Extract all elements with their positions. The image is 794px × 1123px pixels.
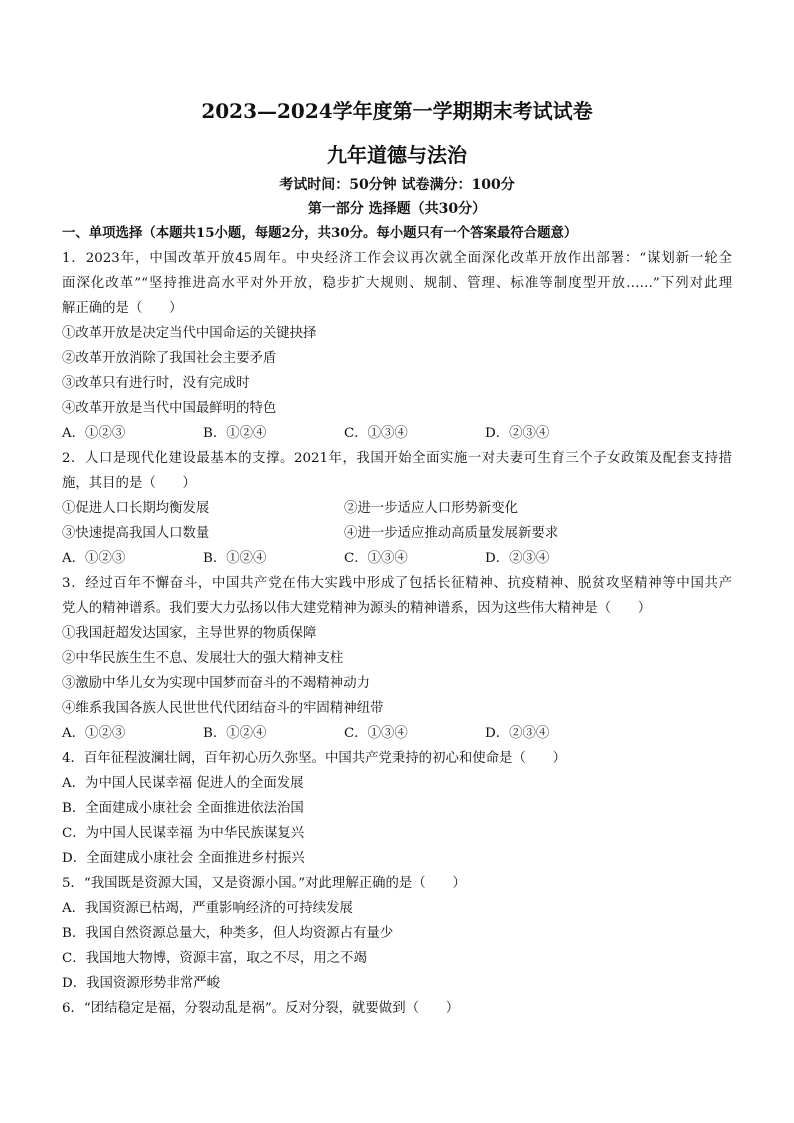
q3-option-d: D．②③④: [485, 726, 550, 741]
q1-options: [62, 421, 732, 446]
q2-item: ①促进人口长期均衡发展: [62, 501, 210, 516]
q1-stem-line: 解正确的是（ ）: [62, 301, 183, 316]
q2-option-d: D．②③④: [485, 551, 550, 566]
q6-stem-line: 6．“团结稳定是福，分裂动乱是祸”。反对分裂，就要做到（ ）: [62, 1001, 460, 1016]
q3-options: [62, 721, 732, 746]
q4-option-a: A．为中国人民谋幸福 促进人的全面发展: [62, 776, 304, 791]
q5-option-c: C．我国地大物博，资源丰富，取之不尽，用之不竭: [62, 951, 367, 966]
q3-stem-line: 3．经过百年不懈奋斗，中国共产党在伟大实践中形成了包括长征精神、抗疫精神、脱贫攻坚精神等中国共产: [62, 576, 732, 591]
q2-stem-line: 2．人口是现代化建设最基本的支撑。2021年，我国开始全面实施一对夫妻可生育三个子女政策及配套支持措: [62, 451, 732, 466]
exam-title: 2023—2024学年度第一学期期末考试试卷: [201, 99, 593, 123]
q1-item: ③改革只有进行时，没有完成时: [62, 376, 250, 391]
q1-item: ②改革开放消除了我国社会主要矛盾: [62, 351, 277, 366]
q5-option-d: D．我国资源形势非常严峻: [62, 976, 221, 991]
q2-options: [62, 546, 732, 571]
q3-item: ④维系我国各族人民世世代代团结奋斗的牢固精神纽带: [62, 701, 384, 716]
q4-option-b: B．全面建成小康社会 全面推进依法治国: [62, 801, 304, 816]
q5-option-a: A．我国资源已枯竭，严重影响经济的可持续发展: [62, 901, 353, 916]
q3-item: ③激励中华儿女为实现中国梦而奋斗的不竭精神动力: [62, 676, 370, 691]
q3-option-a: A．①②③: [62, 726, 126, 741]
q1-item: ①改革开放是决定当代中国命运的关键抉择: [62, 326, 317, 341]
exam-subject: 九年道德与法治: [327, 143, 467, 167]
question-content: [62, 221, 732, 1021]
q2-option-b: B．①②④: [203, 551, 267, 566]
q3-item: ①我国赶超发达国家，主导世界的物质保障: [62, 626, 317, 641]
q3-item: ②中华民族生生不息、发展壮大的强大精神支柱: [62, 651, 344, 666]
q2-stem-line: 施，其目的是（ ）: [62, 476, 196, 491]
q1-stem-line: 1．2023年，中国改革开放45周年。中央经济工作会议再次就全面深化改革开放作出部署：“谋划新一轮全: [62, 251, 732, 266]
q1-option-a: A．①②③: [62, 426, 126, 441]
q1-item: ④改革开放是当代中国最鲜明的特色: [62, 401, 277, 416]
q2-item: ②进一步适应人口形势新变化: [344, 501, 519, 516]
q1-option-b: B．①②④: [203, 426, 267, 441]
q2-option-a: A．①②③: [62, 551, 126, 566]
q1-stem-line: 面深化改革”“坚持推进高水平对外开放，稳步扩大规则、规制、管理、标准等制度型开放……”下列对此理: [62, 276, 732, 291]
q1-option-c: C．①③④: [344, 426, 408, 441]
q2-item: ③快速提高我国人口数量: [62, 526, 210, 541]
q2-option-c: C．①③④: [344, 551, 408, 566]
q3-stem-line: 党人的精神谱系。我们要大力弘扬以伟大建党精神为源头的精神谱系，因为这些伟大精神是（ ）: [62, 601, 652, 616]
q2-item: ④进一步适应推动高质量发展新要求: [344, 526, 559, 541]
q5-stem-line: 5．“我国既是资源大国，又是资源小国。”对此理解正确的是（ ）: [62, 876, 466, 891]
q4-stem-line: 4．百年征程波澜壮阔，百年初心历久弥坚。中国共产党秉持的初心和使命是（ ）: [62, 751, 566, 766]
q2-items-row: [62, 496, 732, 521]
q3-option-b: B．①②④: [203, 726, 267, 741]
q1-option-d: D．②③④: [485, 426, 550, 441]
section-heading: 一、单项选择（本题共15小题，每题2分，共30分。每小题只有一个答案最符合题意）: [62, 225, 578, 241]
q5-option-b: B．我国自然资源总量大，种类多，但人均资源占有量少: [62, 926, 394, 941]
q4-option-d: D．全面建成小康社会 全面推进乡村振兴: [62, 851, 305, 866]
part-heading: 第一部分 选择题（共30分）: [307, 201, 487, 217]
exam-info: 考试时间：50分钟 试卷满分：100分: [279, 177, 515, 193]
q3-option-c: C．①③④: [344, 726, 408, 741]
q4-option-c: C．为中国人民谋幸福 为中华民族谋复兴: [62, 826, 305, 841]
q2-items-row: [62, 521, 732, 546]
